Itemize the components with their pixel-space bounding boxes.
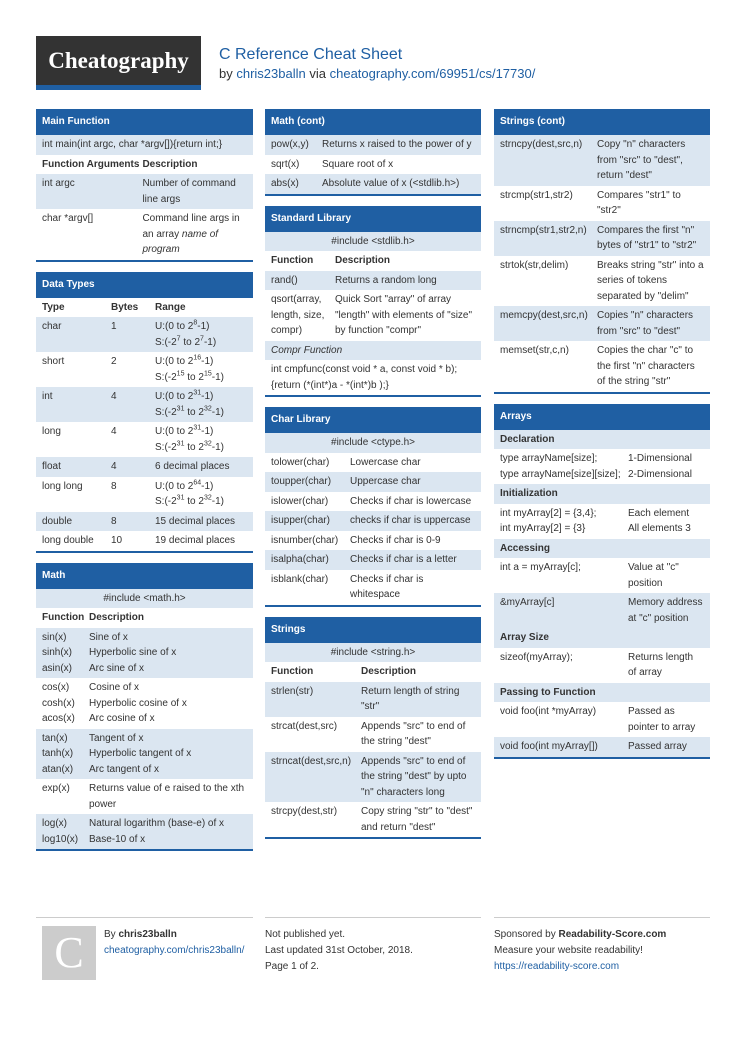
cell-value: Passed array <box>628 741 687 752</box>
cell-key: memset(str,c,n) <box>500 345 569 356</box>
table-row <box>265 570 481 605</box>
cell-key: qsort(array, length, size, compr) <box>271 294 325 336</box>
range-text: -1) <box>201 356 214 367</box>
stdlib-rows <box>265 271 481 341</box>
cell-value: Copy string "str" to "dest" and return "dest" <box>361 806 473 833</box>
page-number: Page 1 of 2. <box>265 961 319 972</box>
section-header: Arrays <box>494 404 710 430</box>
strings-cont-box <box>494 109 710 394</box>
arrays-rows <box>494 430 710 757</box>
range-exponent: 32 <box>203 440 212 448</box>
include-line: #include <math.h> <box>36 589 253 609</box>
type-name: float <box>42 461 61 472</box>
table-row <box>36 628 253 679</box>
section-header: Strings <box>265 617 481 643</box>
range-line <box>155 440 247 456</box>
range-exponent: 31 <box>176 440 185 448</box>
compr-label: Compr Function <box>265 341 481 361</box>
sponsor-prefix: Sponsored by <box>494 929 556 940</box>
cell-value: Returns a random long <box>335 274 437 286</box>
section-header: Char Library <box>265 407 481 433</box>
cell-key: strncmp(str1,str2,n) <box>500 224 587 236</box>
cell-key: isnumber(char) <box>271 534 339 546</box>
range-exponent: 32 <box>203 405 212 413</box>
cell-value: Returns x raised to the power of y <box>322 139 472 150</box>
section-header: Math <box>36 563 253 589</box>
cell-key: int argc <box>42 178 75 189</box>
range-exponent: 8 <box>193 319 198 327</box>
range-line <box>155 405 247 421</box>
table-row <box>36 477 253 512</box>
table-row <box>265 531 481 551</box>
math-rows <box>36 628 253 850</box>
cell-value: Square root of x <box>322 158 394 170</box>
range-line <box>155 389 247 405</box>
cell-value: Checks if char is whitespace <box>350 573 424 600</box>
table-row <box>494 702 710 737</box>
cell-value: Natural logarithm (base-e) of x Base-10 of x <box>89 818 225 845</box>
byte-count: 4 <box>111 461 117 472</box>
standard-library-box <box>265 206 481 398</box>
section-header: Math (cont) <box>265 109 481 135</box>
cell-key: strncat(dest,src,n) <box>271 755 352 767</box>
cell-key: isupper(char) <box>271 515 330 526</box>
range-text: to 2 <box>184 406 204 418</box>
range-text: -1) <box>211 406 224 418</box>
author-link[interactable]: chris23balln <box>236 66 306 81</box>
byte-count: 1 <box>111 321 117 332</box>
cell-value: Compares "str1" to "str2" <box>597 189 681 216</box>
cell-key: strcmp(str1,str2) <box>500 189 573 201</box>
table-row <box>265 511 481 531</box>
author-profile-link[interactable]: cheatography.com/chris23balln/ <box>104 945 245 956</box>
subsection-label: Declaration <box>494 430 710 450</box>
range-text: U:(0 to 2 <box>155 356 194 367</box>
column-header: Description <box>89 612 145 623</box>
range-text: U:(0 to 2 <box>155 321 194 332</box>
range-text: -1) <box>203 336 217 348</box>
cell-value: Checks if char is 0-9 <box>350 534 441 546</box>
table-row <box>494 737 710 757</box>
cell-key: strlen(str) <box>271 685 314 697</box>
data-types-box <box>36 272 253 553</box>
cell-value: Compares the first "n" bytes of "str1" to "str2" <box>597 224 697 251</box>
type-range <box>155 319 247 350</box>
range-line <box>155 494 247 510</box>
type-name: long double <box>42 535 94 546</box>
column-3 <box>494 109 710 769</box>
include-line: #include <string.h> <box>265 643 481 663</box>
range-text: S:(-2 <box>155 496 177 507</box>
table-row <box>36 317 253 352</box>
cell-key: sizeof(myArray); <box>500 651 573 663</box>
table-head <box>265 662 481 682</box>
cell-key: strcat(dest,src) <box>271 720 338 732</box>
cell-value: Each element All elements 3 <box>628 507 691 534</box>
cell-key: void foo(int myArray[]) <box>500 741 598 752</box>
table-row <box>265 492 481 512</box>
range-exponent: 15 <box>203 370 212 378</box>
section-header: Main Function <box>36 109 253 135</box>
cell-value: Tangent of x Hyperbolic tangent of x Arc tangent of x <box>89 732 192 775</box>
type-range: 15 decimal places <box>155 515 236 527</box>
range-text: -1) <box>201 480 214 492</box>
strings-rows <box>265 682 481 838</box>
type-name: double <box>42 515 73 527</box>
cell-key: type arrayName[size]; type arrayName[size][size]; <box>500 453 621 480</box>
via-label: via <box>309 66 326 81</box>
cell-key: strtok(str,delim) <box>500 259 569 271</box>
range-text: U:(0 to 2 <box>155 480 194 492</box>
table-row <box>265 174 481 194</box>
table-head <box>36 155 253 175</box>
type-name: short <box>42 356 65 367</box>
arrays-box <box>494 404 710 759</box>
cell-value: Absolute value of x (<stdlib.h>) <box>322 178 460 189</box>
type-name: int <box>42 391 53 402</box>
cell-key: islower(char) <box>271 495 329 507</box>
type-range <box>155 479 247 510</box>
cell-key: abs(x) <box>271 178 299 189</box>
range-text: S:(-2 <box>155 441 177 453</box>
byte-count: 10 <box>111 535 123 546</box>
cell-key: sqrt(x) <box>271 158 300 170</box>
cell-value: Copy "n" characters from "src" to "dest", return "dest" <box>597 139 686 181</box>
cell-value: Appends "src" to end of the string "dest" <box>361 720 466 747</box>
range-line <box>155 479 247 495</box>
cell-key: sin(x) sinh(x) asin(x) <box>42 631 73 674</box>
include-line: #include <stdlib.h> <box>265 232 481 252</box>
column-header: Type <box>42 301 65 313</box>
table-head <box>36 298 253 318</box>
cell-key: strncpy(dest,src,n) <box>500 139 583 150</box>
cell-key: cos(x) cosh(x) acos(x) <box>42 682 75 724</box>
cell-key: strcpy(dest,str) <box>271 806 338 817</box>
column-header: Function <box>42 612 85 623</box>
table-row <box>494 256 710 307</box>
cell-key: isalpha(char) <box>271 554 329 565</box>
cell-value: Sine of x Hyperbolic sine of x Arc sine of x <box>89 631 177 674</box>
cell-key: exp(x) <box>42 783 70 794</box>
range-line <box>155 335 247 351</box>
range-text: U:(0 to 2 <box>155 426 194 437</box>
by-label: by <box>219 66 233 81</box>
cell-key: pow(x,y) <box>271 139 309 150</box>
table-row <box>265 135 481 155</box>
cell-value: Breaks string "str" into a series of tokens separated by "delim" <box>597 259 704 302</box>
table-row <box>36 531 253 551</box>
byte-count: 8 <box>111 515 117 527</box>
byte-count: 4 <box>111 391 117 402</box>
footer-author <box>36 917 253 977</box>
range-exponent: 7 <box>200 335 204 343</box>
cell-key: isblank(char) <box>271 573 329 585</box>
footer-author-text <box>104 927 244 959</box>
table-row <box>36 422 253 457</box>
math-cont-rows <box>265 135 481 194</box>
math-cont-box <box>265 109 481 196</box>
footer-by-line <box>104 927 244 943</box>
sheet-url-link[interactable]: cheatography.com/69951/cs/17730/ <box>329 66 536 81</box>
cell-key: tolower(char) <box>271 456 330 468</box>
column-header: Function <box>271 666 314 677</box>
range-line <box>155 319 247 335</box>
cell-value: Checks if char is lowercase <box>350 495 472 507</box>
cell-key: toupper(char) <box>271 476 332 487</box>
cell-key: rand() <box>271 274 298 286</box>
cell-value: Memory address at "c" position <box>628 597 703 624</box>
range-text: S:(-2 <box>155 336 177 348</box>
range-exponent: 64 <box>193 479 202 487</box>
compr-code: int cmpfunc(const void * a, const void * b); {return (*(int*)a - *(int*)b );} <box>271 364 458 391</box>
table-row <box>494 221 710 256</box>
type-range <box>155 424 247 455</box>
cell-key: int a = myArray[c]; <box>500 562 581 573</box>
range-exponent: 31 <box>176 405 185 413</box>
table-row <box>494 186 710 221</box>
range-line <box>155 370 247 386</box>
subsection-label: Array Size <box>494 628 710 648</box>
cell-key: log(x) log10(x) <box>42 818 79 845</box>
strings-box <box>265 617 481 840</box>
page-title: C Reference Cheat Sheet <box>219 46 403 63</box>
table-row <box>494 593 710 628</box>
table-row <box>265 550 481 570</box>
cell-emphasis: name of program <box>142 228 219 255</box>
cheatography-logo[interactable]: Cheatography <box>36 36 201 90</box>
cell-value: 1-Dimensional 2-Dimensional <box>628 453 692 480</box>
range-text: -1) <box>201 391 214 402</box>
by-label: By <box>104 929 116 940</box>
cell-value: Quick Sort "array" of array "length" with elements of "size" by function "compr" <box>335 294 473 336</box>
table-row <box>36 512 253 532</box>
table-row <box>265 472 481 492</box>
sponsor-name[interactable]: Readability-Score.com <box>558 929 667 940</box>
subsection-label: Accessing <box>494 539 710 559</box>
cell-value: Checks if char is a letter <box>350 554 457 565</box>
range-exponent: 7 <box>176 335 181 343</box>
subsection-label: Passing to Function <box>494 683 710 703</box>
range-text: to 2 <box>184 496 204 507</box>
footer-author-name[interactable]: chris23balln <box>118 929 177 940</box>
cell-value: Number of command line args <box>142 178 236 205</box>
table-row <box>494 341 710 392</box>
range-line <box>155 354 247 370</box>
table-row <box>494 504 710 539</box>
range-text: -1) <box>201 426 214 437</box>
cell-value: checks if char is uppercase <box>350 515 471 526</box>
cell-value: Copies "n" characters from "src" to "dest" <box>597 310 694 337</box>
math-box <box>36 563 253 852</box>
range-text: U:(0 to 2 <box>155 391 194 402</box>
column-header: Description <box>335 255 391 266</box>
cell-key: void foo(int *myArray) <box>500 706 597 717</box>
section-header: Strings (cont) <box>494 109 710 135</box>
cell-value: Passed as pointer to array <box>628 706 696 733</box>
table-row <box>265 682 481 717</box>
column-1 <box>36 109 253 861</box>
byte-count: 8 <box>111 480 117 492</box>
table-row <box>494 558 710 593</box>
main-function-box <box>36 109 253 262</box>
cell-value: Cosine of x Hyperbolic cosine of x Arc cosine of x <box>89 682 187 724</box>
type-name: long <box>42 426 61 437</box>
range-exponent: 32 <box>203 494 212 502</box>
table-row <box>36 678 253 729</box>
byte-count: 2 <box>111 356 117 367</box>
table-head <box>265 251 481 271</box>
column-header: Range <box>155 301 186 313</box>
footer-status <box>265 917 481 975</box>
type-name: char <box>42 321 62 332</box>
range-text: -1) <box>211 441 224 453</box>
range-text: to 2 <box>180 336 201 348</box>
sponsor-tagline: Measure your website readability! <box>494 945 643 956</box>
column-header: Description <box>361 666 417 677</box>
column-2 <box>265 109 481 849</box>
table-row <box>36 209 253 260</box>
table-row <box>494 648 710 683</box>
data-types-rows <box>36 317 253 551</box>
range-text: S:(-2 <box>155 371 177 383</box>
footer <box>36 917 710 997</box>
table-head <box>36 608 253 628</box>
range-exponent: 15 <box>176 370 185 378</box>
table-row <box>265 155 481 175</box>
table-row <box>36 814 253 849</box>
last-updated: Last updated 31st October, 2018. <box>265 945 413 956</box>
cell-key: tan(x) tanh(x) atan(x) <box>42 732 74 775</box>
cell-value: Value at "c" position <box>628 562 679 589</box>
cell-value: Copies the char "c" to the first "n" characters of the string "str" <box>597 345 695 387</box>
table-row <box>265 290 481 341</box>
range-text: S:(-2 <box>155 406 177 418</box>
section-header: Standard Library <box>265 206 481 232</box>
type-range: 6 decimal places <box>155 461 230 472</box>
type-name: long long <box>42 480 83 492</box>
sponsor-line <box>494 927 710 943</box>
table-row <box>265 271 481 291</box>
cell-text: Command line args in an array <box>142 213 240 240</box>
type-range: 19 decimal places <box>155 535 236 546</box>
cell-value: Uppercase char <box>350 476 421 487</box>
table-row <box>36 174 253 209</box>
cell-value: Return length of string "str" <box>361 685 460 712</box>
column-header: Bytes <box>111 301 139 313</box>
range-text: to 2 <box>184 371 204 383</box>
cell-value: Lowercase char <box>350 456 421 468</box>
byte-count: 4 <box>111 426 117 437</box>
table-row <box>494 306 710 341</box>
sponsor-link[interactable]: https://readability-score.com <box>494 961 620 972</box>
main-signature: int main(int argc, char *argv[]){return int;} <box>36 135 253 155</box>
column-header: Description <box>142 158 198 170</box>
column-header: Function Arguments <box>42 158 140 170</box>
range-text: -1) <box>211 496 224 507</box>
avatar: C <box>42 926 96 980</box>
type-range <box>155 389 247 420</box>
column-header: Function <box>271 255 314 266</box>
range-text: to 2 <box>184 441 204 453</box>
range-line <box>155 424 247 440</box>
cell-key: memcpy(dest,src,n) <box>500 310 588 321</box>
strings-cont-rows <box>494 135 710 392</box>
range-exponent: 31 <box>193 424 202 432</box>
cell-key: int myArray[2] = {3,4}; int myArray[2] = {3} <box>500 507 597 534</box>
publish-status: Not published yet. <box>265 929 346 940</box>
cell-value <box>142 211 247 258</box>
table-row <box>265 802 481 837</box>
include-line: #include <ctype.h> <box>265 433 481 453</box>
table-row <box>36 387 253 422</box>
cell-key: char *argv[] <box>42 213 94 224</box>
table-row <box>494 135 710 186</box>
range-exponent: 16 <box>193 354 202 362</box>
table-row <box>494 449 710 484</box>
table-row <box>36 779 253 814</box>
table-row <box>36 352 253 387</box>
table-row <box>36 457 253 477</box>
cell-value: Appends "src" to end of the string "dest" by upto "n" characters long <box>361 755 467 798</box>
char-library-box <box>265 407 481 607</box>
section-header: Data Types <box>36 272 253 298</box>
type-range <box>155 354 247 385</box>
table-row <box>265 717 481 752</box>
cell-value: Returns value of e raised to the xth power <box>89 783 245 810</box>
char-library-rows <box>265 453 481 605</box>
subsection-label: Initialization <box>494 484 710 504</box>
table-row <box>36 729 253 780</box>
range-exponent: 31 <box>193 389 202 397</box>
cell-value: Returns length of array <box>628 651 694 678</box>
range-text: -1) <box>197 321 210 332</box>
footer-sponsor <box>494 917 710 975</box>
range-text: -1) <box>211 371 224 383</box>
byline <box>219 66 535 81</box>
table-row <box>265 752 481 803</box>
range-exponent: 31 <box>176 494 185 502</box>
table-row <box>265 453 481 473</box>
cell-key: &myArray[c] <box>500 597 555 608</box>
